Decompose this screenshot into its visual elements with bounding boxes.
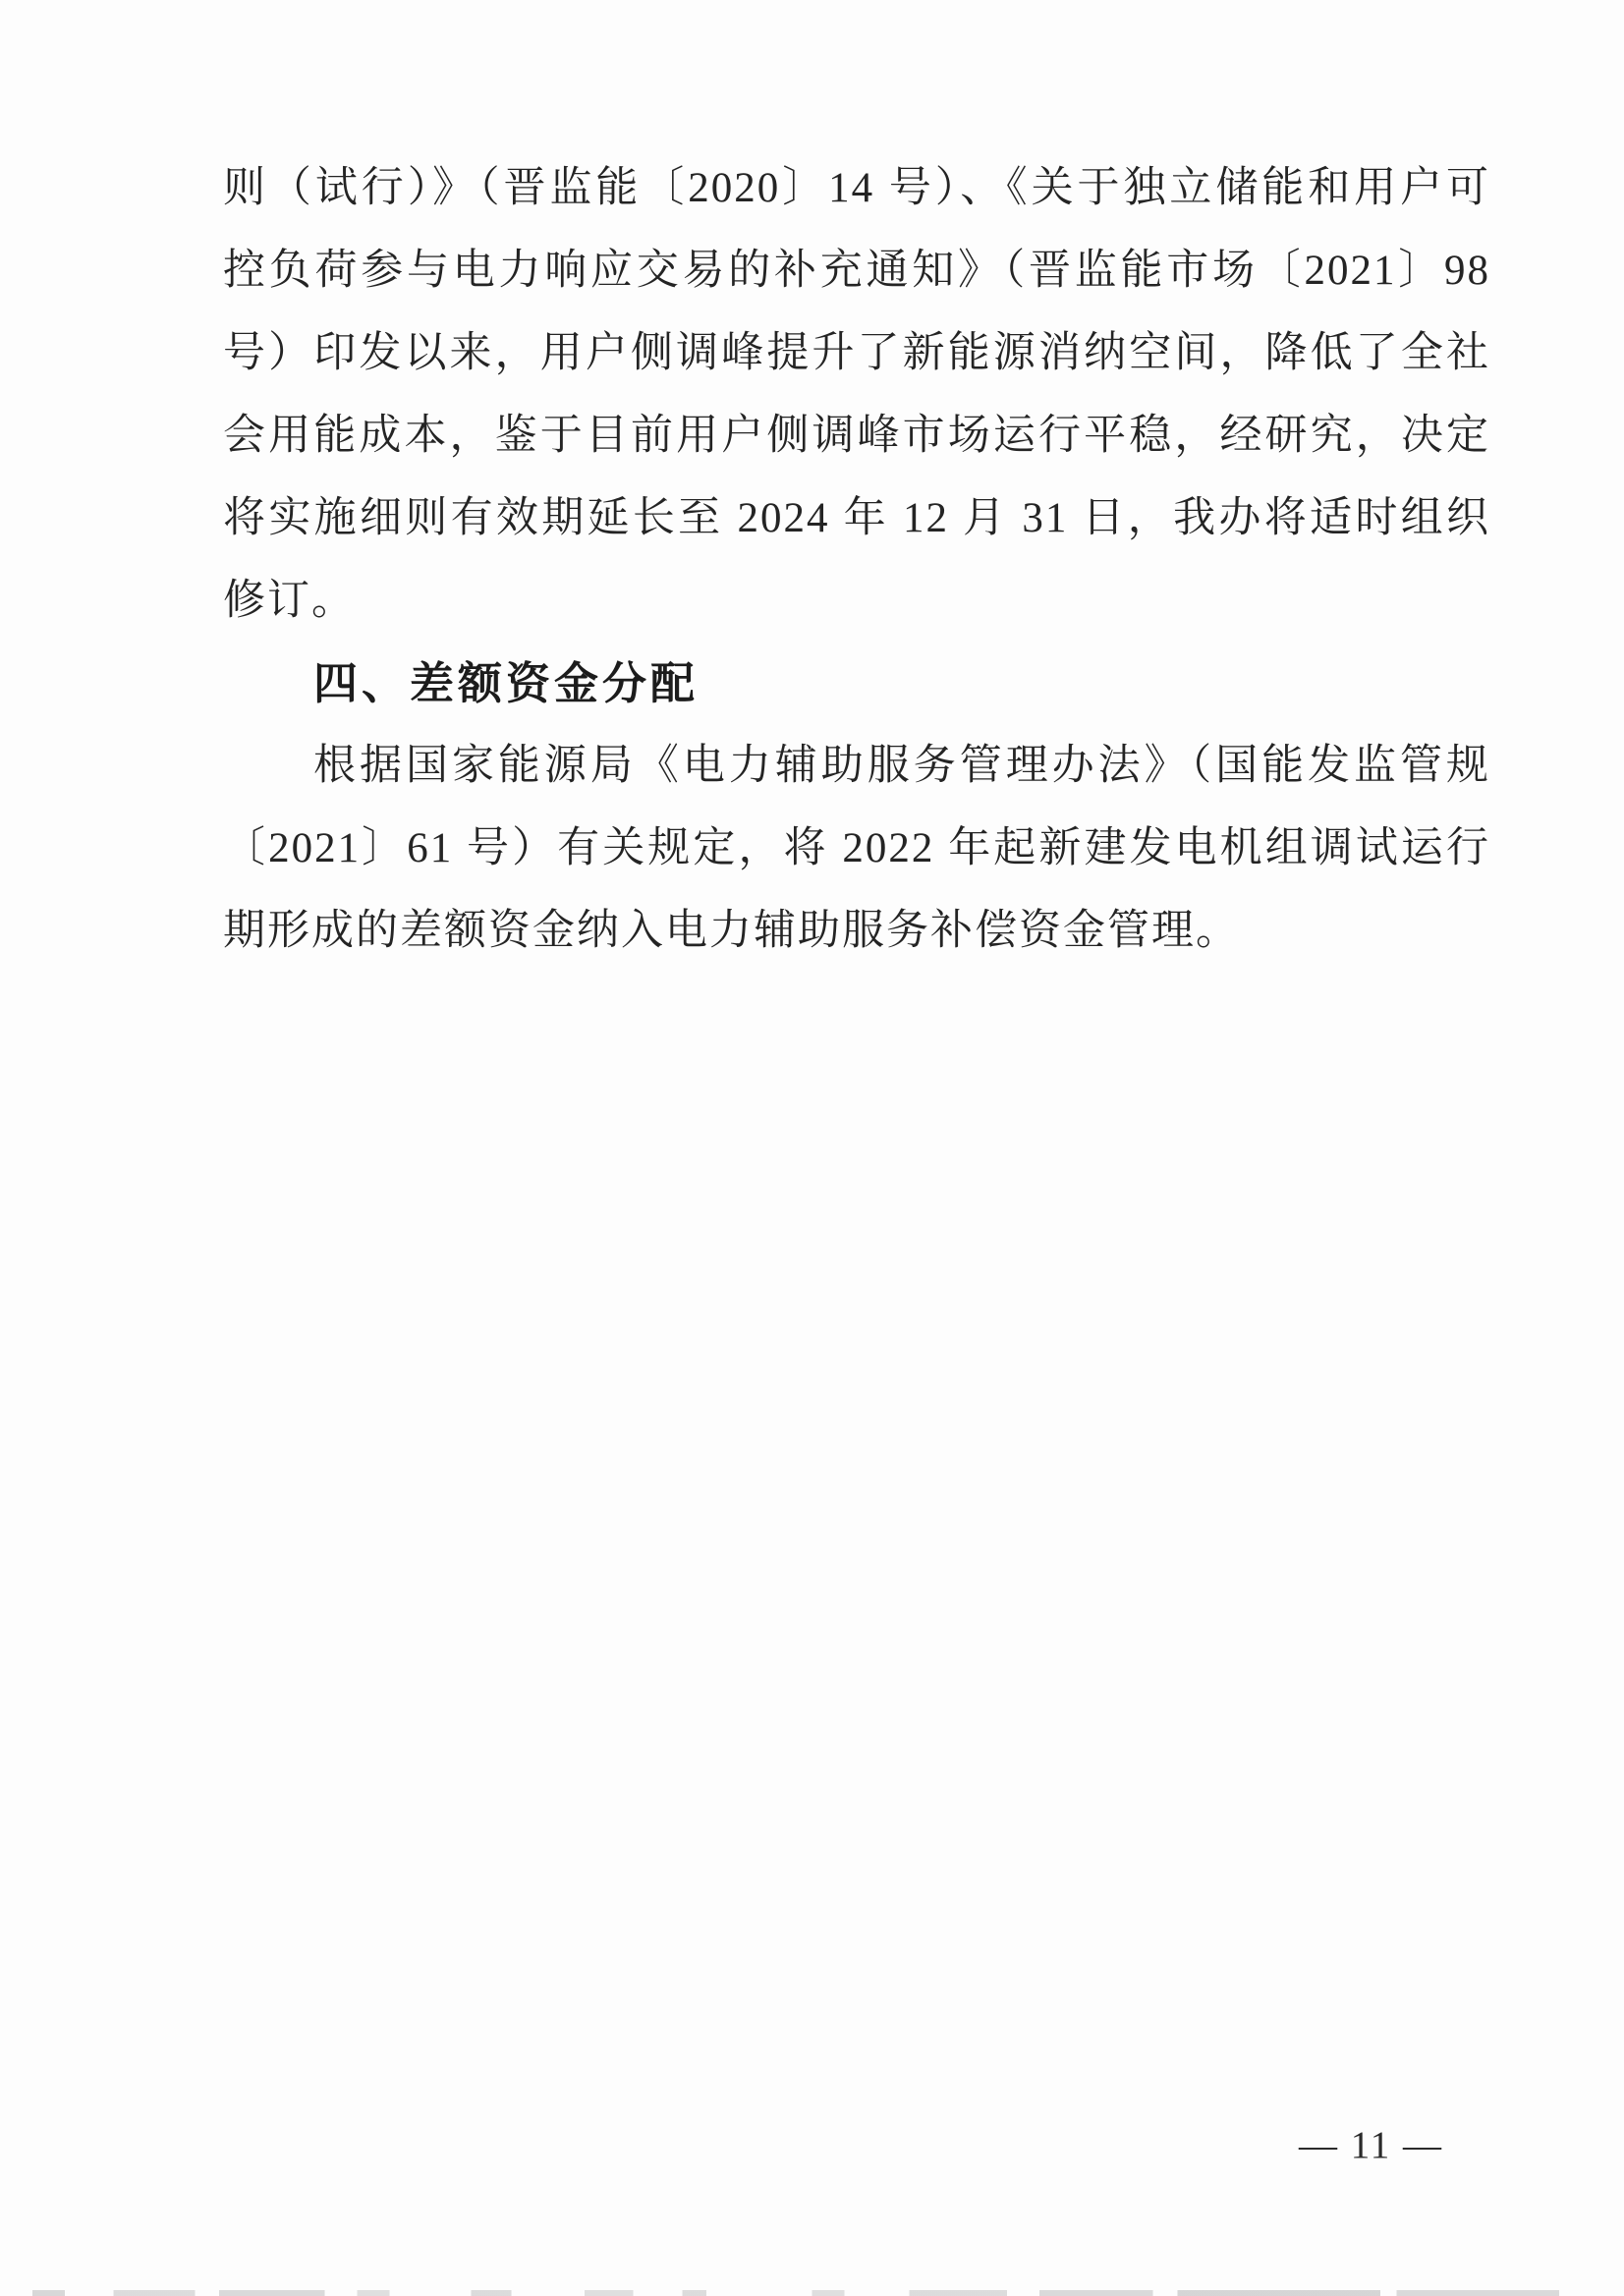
body-line: 号）印发以来，用户侧调峰提升了新能源消纳空间，降低了全社	[223, 330, 1490, 376]
body-line: 修订。	[223, 578, 356, 624]
body-line: 控负荷参与电力响应交易的补充通知》（晋监能市场〔2021〕98	[223, 248, 1490, 294]
body-line: 期形成的差额资金纳入电力辅助服务补偿资金管理。	[223, 908, 1240, 954]
body-line: 则（试行）》（晋监能〔2020〕14 号）、《关于独立储能和用户可	[223, 165, 1490, 211]
body-line: 根据国家能源局《电力辅助服务管理办法》（国能发监管规	[313, 743, 1490, 789]
page-number: — 11 —	[1298, 2124, 1443, 2166]
document-body	[223, 147, 1490, 973]
scan-edge-artifact	[0, 2290, 1624, 2296]
body-line: 将实施细则有效期延长至 2024 年 12 月 31 日，我办将适时组织	[223, 495, 1490, 541]
body-line: 会用能成本，鉴于目前用户侧调峰市场运行平稳，经研究，决定	[223, 413, 1490, 459]
section-heading: 四、差额资金分配	[313, 658, 700, 708]
body-line: 〔2021〕61 号）有关规定，将 2022 年起新建发电机组调试运行	[223, 825, 1490, 871]
page-footer	[1299, 2120, 1443, 2171]
